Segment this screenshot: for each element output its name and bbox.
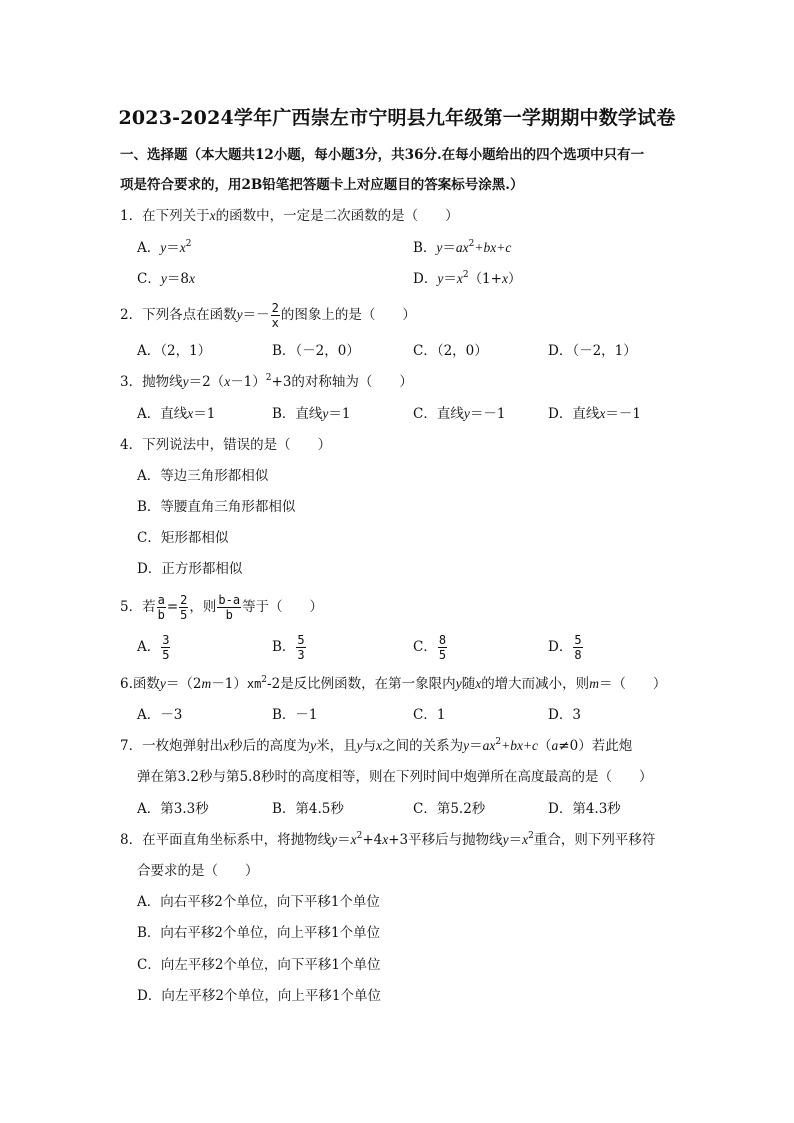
question-1-option-d[interactable]: D．$y=x^2(1+x)$ xyxy=(413,270,522,287)
question-3-stem: 3．抛物线$y=2(x-1)^2+3$的对称轴为（ ） xyxy=(120,373,413,390)
question-8-option-a[interactable]: A．向右平移2个单位，向下平移1个单位 xyxy=(137,894,380,910)
question-2-option-b[interactable]: B．（－2，0） xyxy=(272,343,360,359)
question-3-option-a[interactable]: A．直线x＝1 xyxy=(137,406,216,422)
question-6-option-c[interactable]: C．1 xyxy=(413,707,446,723)
question-1-option-a[interactable]: A．$y=x^2$ xyxy=(137,239,192,256)
fraction-2-over-5: $\frac{2}{5}$ xyxy=(180,593,188,622)
question-7-stem-line-1: 7．一枚炮弹射出x秒后的高度为y米，且y与x之间的关系为$y=ax^2+bx+c(a\ne 0)$若此炮 xyxy=(120,737,633,754)
question-5-option-a[interactable]: A． $\frac{3}{5}$ xyxy=(137,633,170,662)
section-heading-line-2: 项是符合要求的，用2B铅笔把答题卡上对应题目的答案标号涂黑.） xyxy=(120,177,524,193)
page-title: 2023-2024学年广西崇左市宁明县九年级第一学期期中数学试卷 xyxy=(118,107,676,129)
fraction-a-over-b: $\frac{a}{b}$ xyxy=(157,593,165,622)
fraction-b-minus-a-over-b: $\frac{b-a}{b}$ xyxy=(218,593,241,622)
question-2-option-c[interactable]: C．（2，0） xyxy=(413,343,488,359)
question-1-option-c[interactable]: C．y＝8x xyxy=(137,271,195,287)
question-4-option-d[interactable]: D．正方形都相似 xyxy=(137,561,243,577)
question-4-option-b[interactable]: B．等腰直角三角形都相似 xyxy=(137,499,296,515)
question-1-stem: 1．在下列关于x的函数中，一定是二次函数的是（ ） xyxy=(120,208,459,224)
question-5-stem: 5．若 $\frac{a}{b}$ = $\frac{2}{5}$ ，则 $\frac{b-a}{b}$ 等于（ ） xyxy=(120,593,324,622)
question-4-option-c[interactable]: C．矩形都相似 xyxy=(137,530,229,546)
question-7-option-c[interactable]: C．第5.2秒 xyxy=(413,801,486,817)
question-8-option-c[interactable]: C．向左平移2个单位，向下平移1个单位 xyxy=(137,957,381,973)
question-7-option-b[interactable]: B．第4.5秒 xyxy=(272,801,344,817)
question-7-option-a[interactable]: A．第3.3秒 xyxy=(137,801,209,817)
question-5-option-d[interactable]: D． $\frac{5}{8}$ xyxy=(548,633,582,662)
question-3-option-b[interactable]: B．直线y＝1 xyxy=(272,406,351,422)
question-2-option-a[interactable]: A．（2，1） xyxy=(137,343,212,359)
question-8-option-d[interactable]: D．向左平移2个单位，向上平移1个单位 xyxy=(137,988,382,1004)
question-2-option-d[interactable]: D．（－2，1） xyxy=(548,343,637,359)
question-6-stem: 6.函数$y=(2m-1)xm^2-2$是反比例函数，在第一象限内y随x的增大而减小，则m＝（ ） xyxy=(120,675,667,692)
question-3-option-c[interactable]: C．直线y＝－1 xyxy=(413,406,506,422)
question-6-option-a[interactable]: A．－3 xyxy=(137,707,183,723)
question-6-option-d[interactable]: D．3 xyxy=(548,707,581,723)
question-7-option-d[interactable]: D．第4.3秒 xyxy=(548,801,621,817)
question-8-stem-line-2: 合要求的是（ ） xyxy=(137,863,259,879)
question-1-option-b[interactable]: B．$y=ax^2+bx+c$ xyxy=(413,239,512,256)
question-4-stem: 4．下列说法中，错误的是（ ） xyxy=(120,437,332,453)
question-4-option-a[interactable]: A．等边三角形都相似 xyxy=(137,468,269,484)
question-5-option-c[interactable]: C． $\frac{8}{5}$ xyxy=(413,633,447,662)
question-8-option-b[interactable]: B．向右平移2个单位，向上平移1个单位 xyxy=(137,925,381,941)
question-2-stem: 2．下列各点在函数y＝－ $\frac{2}{x}$ 的图象上的是（ ） xyxy=(120,301,416,330)
question-7-stem-line-2: 弹在第3.2秒与第5.8秒时的高度相等，则在下列时间中炮弹所在高度最高的是（ ） xyxy=(137,769,653,785)
question-5-option-b[interactable]: B． $\frac{5}{3}$ xyxy=(272,633,305,662)
question-3-option-d[interactable]: D．直线x＝－1 xyxy=(548,406,641,422)
question-8-stem-line-1: 8．在平面直角坐标系中，将抛物线$y=x^2+4x+3$平移后与抛物线$y=x^2$重合，则下列平移符 xyxy=(120,831,656,848)
section-heading-line-1: 一、选择题（本大题共12小题，每小题3分，共36分.在每小题给出的四个选项中只有一 xyxy=(120,147,645,163)
question-6-option-b[interactable]: B．－1 xyxy=(272,707,318,723)
fraction-2-over-x: $\frac{2}{x}$ xyxy=(271,301,279,330)
